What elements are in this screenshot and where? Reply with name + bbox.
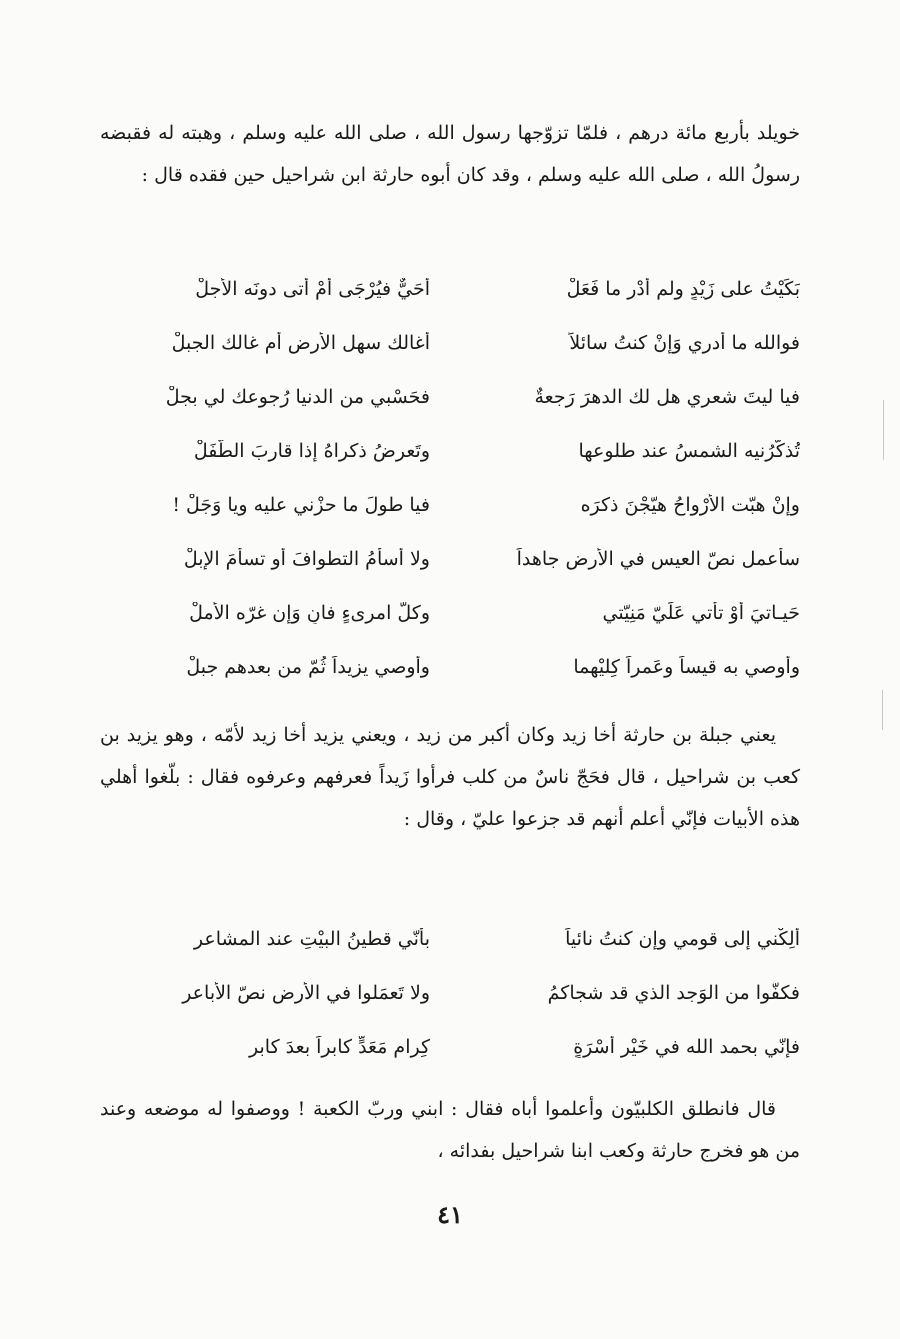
verse-first-hemistich: حَيـاتيَ أوْ تأتي عَلَيّ مَنِيّتي (602, 602, 800, 624)
verse (100, 912, 800, 966)
page-number: ٤١ (437, 1200, 463, 1229)
verse-first-hemistich: وأوصي به قيساً وعَمراً كِليْهما (573, 656, 800, 678)
verse-first-hemistich: فإنّي بحمد الله في خَيْرِ أُسْرَةٍ (573, 1036, 800, 1058)
verse-second-hemistich: ولا تَعمَلوا في الأرض نصّ الأباعر (182, 982, 430, 1004)
verse (100, 316, 800, 370)
verse-second-hemistich: ولا أسأمُ التطوافَ أو تسأمَ الإبلْ (183, 548, 430, 570)
middle-paragraph: يعني جبلة بن حارثة أخا زيد وكان أكبر من زيد ، ويعني يزيد أخا زيد لأمّه ، وهو يزيد بن كعب بن شراحيل ، قال فحَجّ ناسٌ من كلب فرأوا زَيداً فعرفهم وعرفوه فقال : بلّغوا أهلي هذه الأبيات فإنّي أعلم أنهم قد جزعوا عليّ ، وقال : (100, 724, 800, 830)
verse (100, 966, 800, 1020)
scan-artifact (882, 690, 883, 730)
poem-harithah (100, 262, 800, 694)
verse-second-hemistich: فحَسْبي من الدنيا رُجوعك لي بجلْ (165, 386, 430, 408)
verse-first-hemistich: فكفُّوا من الوَجد الذي قد شجاكمُ (547, 982, 800, 1004)
closing-paragraph: قال فانطلق الكلبيّون وأعلموا أباه فقال : ابني وربّ الكعبة ! ووصفوا له موضعه وعند من هو فخرج حارثة وكعب ابنا شراحيل بفدائه ، (100, 1098, 800, 1162)
verse-first-hemistich: ألِكْني إلى قومي وإن كنتُ نائياً (565, 928, 800, 950)
verse (100, 532, 800, 586)
verse (100, 586, 800, 640)
verse-second-hemistich: وأوصي يزيداً ثُمّ من بعدهم جبلْ (186, 656, 430, 678)
verse-second-hemistich: وكلّ امرِىءٍ فانٍ وَإن غرّه الأملْ (189, 602, 430, 624)
verse (100, 478, 800, 532)
intro-paragraph: خويلد بأربع مائة درهم ، فلمّا تزوّجها رسول الله ، صلى الله عليه وسلم ، وهبته له فقبضه رسولُ الله ، صلى الله عليه وسلم ، وقد كان أبوه حارثة ابن شراحيل حين فقده قال : (100, 122, 801, 186)
verse-first-hemistich: فوالله ما أدري وَإنْ كنتُ سائلاً (569, 332, 800, 354)
poem-zayd (100, 912, 800, 1074)
verse (100, 262, 800, 316)
verse-first-hemistich: بَكَيْتُ على زَيْدٍ ولم أدْرِ ما فَعَلْ (566, 278, 800, 300)
verse-first-hemistich: وإنْ هبّت الأرْواحُ هيّجْنَ ذكرَه (580, 494, 800, 516)
verse (100, 640, 800, 694)
verse (100, 424, 800, 478)
scan-artifact (883, 400, 884, 460)
verse-first-hemistich: فيا ليتَ شعري هل لك الدهرَ رَجعةٌ (534, 386, 800, 408)
verse-second-hemistich: أغالك سهل الأرض أم غالك الجبلْ (171, 332, 430, 354)
intro-paragraph-block (100, 112, 800, 196)
verse-second-hemistich: بأنّي قطينُ البيْتِ عند المشاعر (193, 928, 430, 950)
verse-second-hemistich: وتَعرضُ ذكراهُ إذا قاربَ الطَّفَلْ (193, 440, 430, 462)
verse-second-hemistich: أحَيٌّ فيُرْجَى أمْ أتى دونَه الأجلْ (195, 278, 430, 300)
verse-second-hemistich: فيا طولَ ما حزْني عليه ويا وَجَلْ ! (172, 494, 430, 516)
verse-second-hemistich: كِرام مَعَدٍّ كابراً بعدَ كابرِ (249, 1036, 430, 1058)
verse (100, 370, 800, 424)
verse (100, 1020, 800, 1074)
middle-paragraph-block (100, 714, 800, 840)
closing-paragraph-block (100, 1088, 800, 1172)
verse-first-hemistich: سأعمل نصّ العيس في الأرض جاهداً (516, 548, 800, 570)
verse-first-hemistich: تُذكّرُنيه الشمسُ عند طلوعها (578, 440, 800, 462)
